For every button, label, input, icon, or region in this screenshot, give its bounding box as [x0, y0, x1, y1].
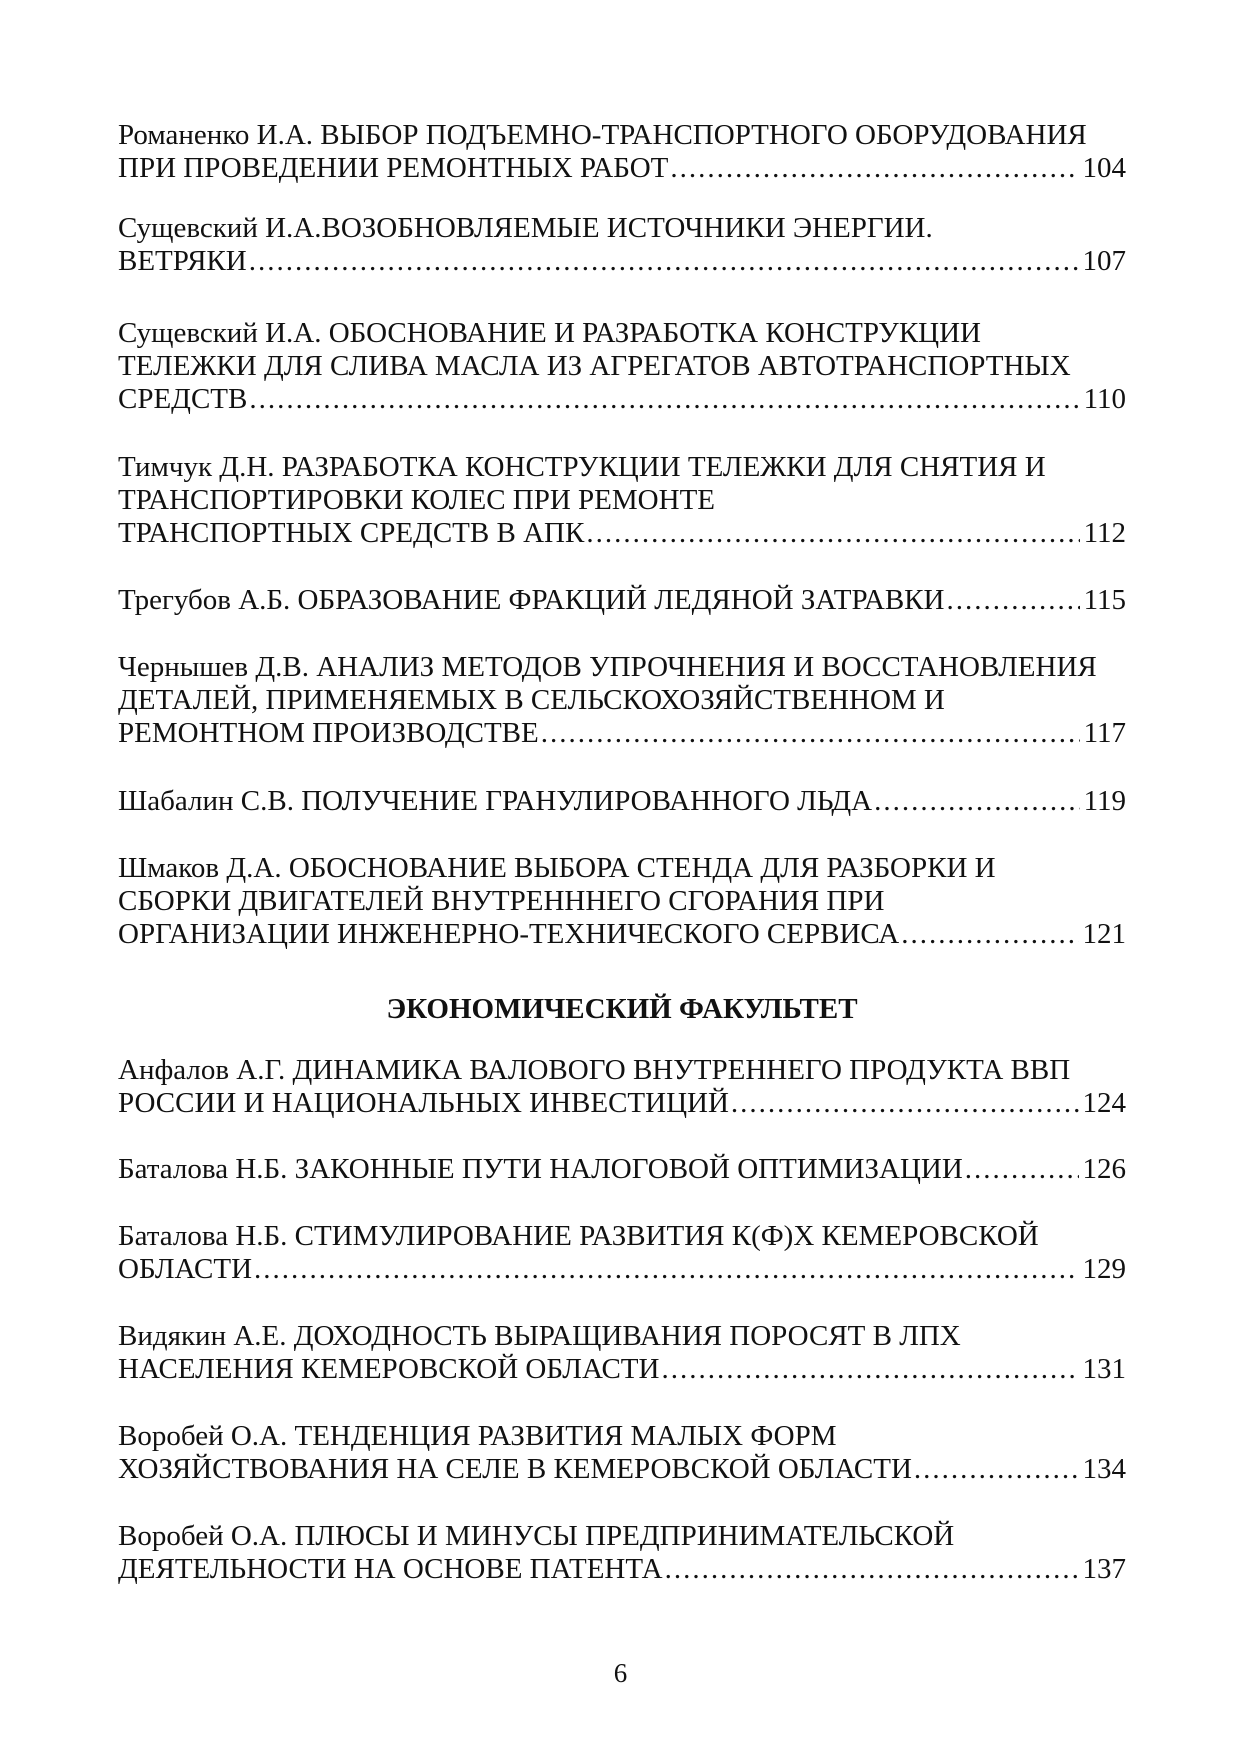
- page-number: 6: [613, 1658, 628, 1688]
- dot-leader: [249, 245, 1079, 278]
- toc-entry: [118, 785, 1126, 818]
- dot-leader: [665, 1553, 1079, 1586]
- dot-leader: [586, 517, 1079, 550]
- entry-line: Анфалов А.Г. ДИНАМИКА ВАЛОВОГО ВНУТРЕННЕГО ПРОДУКТА ВВП: [118, 1054, 1071, 1086]
- entry-title-end: ОРГАНИЗАЦИИ ИНЖЕНЕРНО-ТЕХНИЧЕСКОГО СЕРВИСА: [118, 918, 900, 950]
- entry-line: Воробей О.А. ТЕНДЕНЦИЯ РАЗВИТИЯ МАЛЫХ ФОРМ: [118, 1420, 837, 1452]
- page-ref: 117: [1083, 717, 1126, 749]
- entry-last-line: [118, 1553, 1126, 1586]
- entry-title-end: РЕМОНТНОМ ПРОИЗВОДСТВЕ: [118, 717, 539, 749]
- toc-entry: [118, 1153, 1126, 1186]
- entry-title-end: РОССИИ И НАЦИОНАЛЬНЫХ ИНВЕСТИЦИЙ: [118, 1087, 729, 1119]
- entry-line: Чернышев Д.В. АНАЛИЗ МЕТОДОВ УПРОЧНЕНИЯ И ВОССТАНОВЛЕНИЯ: [118, 651, 1097, 683]
- dot-leader: [254, 1253, 1078, 1286]
- entry-last-line: [118, 785, 1126, 818]
- entry-title-end: Трегубов А.Б. ОБРАЗОВАНИЕ ФРАКЦИЙ ЛЕДЯНОЙ ЗАТРАВКИ: [118, 584, 945, 616]
- entry-line: Романенко И.А. ВЫБОР ПОДЪЕМНО-ТРАНСПОРТНОГО ОБОРУДОВАНИЯ: [118, 119, 1087, 151]
- entry-last-line: [118, 918, 1126, 951]
- entry-title-end: ВЕТРЯКИ: [118, 245, 247, 277]
- toc-entry: [118, 1520, 1126, 1586]
- page-ref: 107: [1082, 245, 1126, 277]
- toc-entry: [118, 317, 1126, 416]
- entry-title-end: ОБЛАСТИ: [118, 1253, 253, 1285]
- dot-leader: [541, 717, 1080, 750]
- dot-leader: [874, 785, 1079, 818]
- toc-entry: [118, 1054, 1126, 1120]
- entry-line: СБОРКИ ДВИГАТЕЛЕЙ ВНУТРЕНННЕГО СГОРАНИЯ ПРИ: [118, 885, 885, 917]
- entry-line: Видякин А.Е. ДОХОДНОСТЬ ВЫРАЩИВАНИЯ ПОРОСЯТ В ЛПХ: [118, 1320, 961, 1352]
- page-ref: 121: [1082, 918, 1126, 950]
- page-ref: 124: [1082, 1087, 1126, 1119]
- dot-leader: [946, 584, 1079, 617]
- entry-title-end: ХОЗЯЙСТВОВАНИЯ НА СЕЛЕ В КЕМЕРОВСКОЙ ОБЛАСТИ: [118, 1453, 912, 1485]
- entry-line: Шмаков Д.А. ОБОСНОВАНИЕ ВЫБОРА СТЕНДА ДЛЯ РАЗБОРКИ И: [118, 852, 996, 884]
- section-heading: ЭКОНОМИЧЕСКИЙ ФАКУЛЬТЕТ: [386, 993, 858, 1025]
- toc-entry: [118, 651, 1126, 750]
- page-ref: 110: [1083, 383, 1126, 415]
- entry-title-end: СРЕДСТВ: [118, 383, 248, 415]
- page-ref: 129: [1082, 1253, 1126, 1285]
- page-ref: 119: [1083, 785, 1126, 817]
- entry-line: ТРАНСПОРТИРОВКИ КОЛЕС ПРИ РЕМОНТЕ: [118, 484, 715, 516]
- page-ref: 104: [1082, 152, 1126, 184]
- toc-entry: [118, 1220, 1126, 1286]
- entry-title-end: ДЕЯТЕЛЬНОСТИ НА ОСНОВЕ ПАТЕНТА: [118, 1553, 663, 1585]
- entry-line: Воробей О.А. ПЛЮСЫ И МИНУСЫ ПРЕДПРИНИМАТЕЛЬСКОЙ: [118, 1520, 955, 1552]
- toc-entry: [118, 451, 1126, 550]
- entry-last-line: [118, 1353, 1126, 1386]
- entry-last-line: [118, 245, 1126, 278]
- entry-last-line: [118, 1253, 1126, 1286]
- page-ref: 115: [1083, 584, 1126, 616]
- page-ref: 131: [1082, 1353, 1126, 1385]
- toc-entry: [118, 852, 1126, 951]
- dot-leader: [731, 1087, 1079, 1120]
- entry-last-line: [118, 1453, 1126, 1486]
- toc-entry: [118, 212, 1126, 278]
- entry-title-end: ТРАНСПОРТНЫХ СРЕДСТВ В АПК: [118, 517, 585, 549]
- entry-line: Сущевский И.А.ВОЗОБНОВЛЯЕМЫЕ ИСТОЧНИКИ ЭНЕРГИИ.: [118, 212, 933, 244]
- page-ref: 137: [1082, 1553, 1126, 1585]
- entry-title-end: Шабалин С.В. ПОЛУЧЕНИЕ ГРАНУЛИРОВАННОГО ЛЬДА: [118, 785, 873, 817]
- dot-leader: [670, 152, 1078, 185]
- toc-entry: [118, 119, 1126, 185]
- entry-line: ТЕЛЕЖКИ ДЛЯ СЛИВА МАСЛА ИЗ АГРЕГАТОВ АВТОТРАНСПОРТНЫХ: [118, 350, 1071, 382]
- dot-leader: [965, 1153, 1079, 1186]
- entry-title-end: Баталова Н.Б. ЗАКОННЫЕ ПУТИ НАЛОГОВОЙ ОПТИМИЗАЦИИ: [118, 1153, 963, 1185]
- dot-leader: [914, 1453, 1079, 1486]
- entry-last-line: [118, 517, 1126, 550]
- dot-leader: [661, 1353, 1078, 1386]
- entry-title-end: НАСЕЛЕНИЯ КЕМЕРОВСКОЙ ОБЛАСТИ: [118, 1353, 660, 1385]
- entry-line: Сущевский И.А. ОБОСНОВАНИЕ И РАЗРАБОТКА КОНСТРУКЦИИ: [118, 317, 982, 349]
- entry-last-line: [118, 717, 1126, 750]
- entry-last-line: [118, 1087, 1126, 1120]
- page-ref: 134: [1082, 1453, 1126, 1485]
- toc-entry: [118, 1420, 1126, 1486]
- entry-last-line: [118, 1153, 1126, 1186]
- entry-last-line: [118, 584, 1126, 617]
- page-ref: 112: [1083, 517, 1126, 549]
- toc-entry: [118, 1320, 1126, 1386]
- toc-entry: [118, 584, 1126, 617]
- entry-title-end: ПРИ ПРОВЕДЕНИИ РЕМОНТНЫХ РАБОТ: [118, 152, 669, 184]
- entry-line: ДЕТАЛЕЙ, ПРИМЕНЯЕМЫХ В СЕЛЬСКОХОЗЯЙСТВЕННОМ И: [118, 684, 945, 716]
- page-ref: 126: [1082, 1153, 1126, 1185]
- entry-line: Баталова Н.Б. СТИМУЛИРОВАНИЕ РАЗВИТИЯ К(Ф)Х КЕМЕРОВСКОЙ: [118, 1220, 1039, 1252]
- entry-line: Тимчук Д.Н. РАЗРАБОТКА КОНСТРУКЦИИ ТЕЛЕЖКИ ДЛЯ СНЯТИЯ И: [118, 451, 1046, 483]
- entry-last-line: [118, 383, 1126, 416]
- dot-leader: [901, 918, 1078, 951]
- dot-leader: [249, 383, 1079, 416]
- entry-last-line: [118, 152, 1126, 185]
